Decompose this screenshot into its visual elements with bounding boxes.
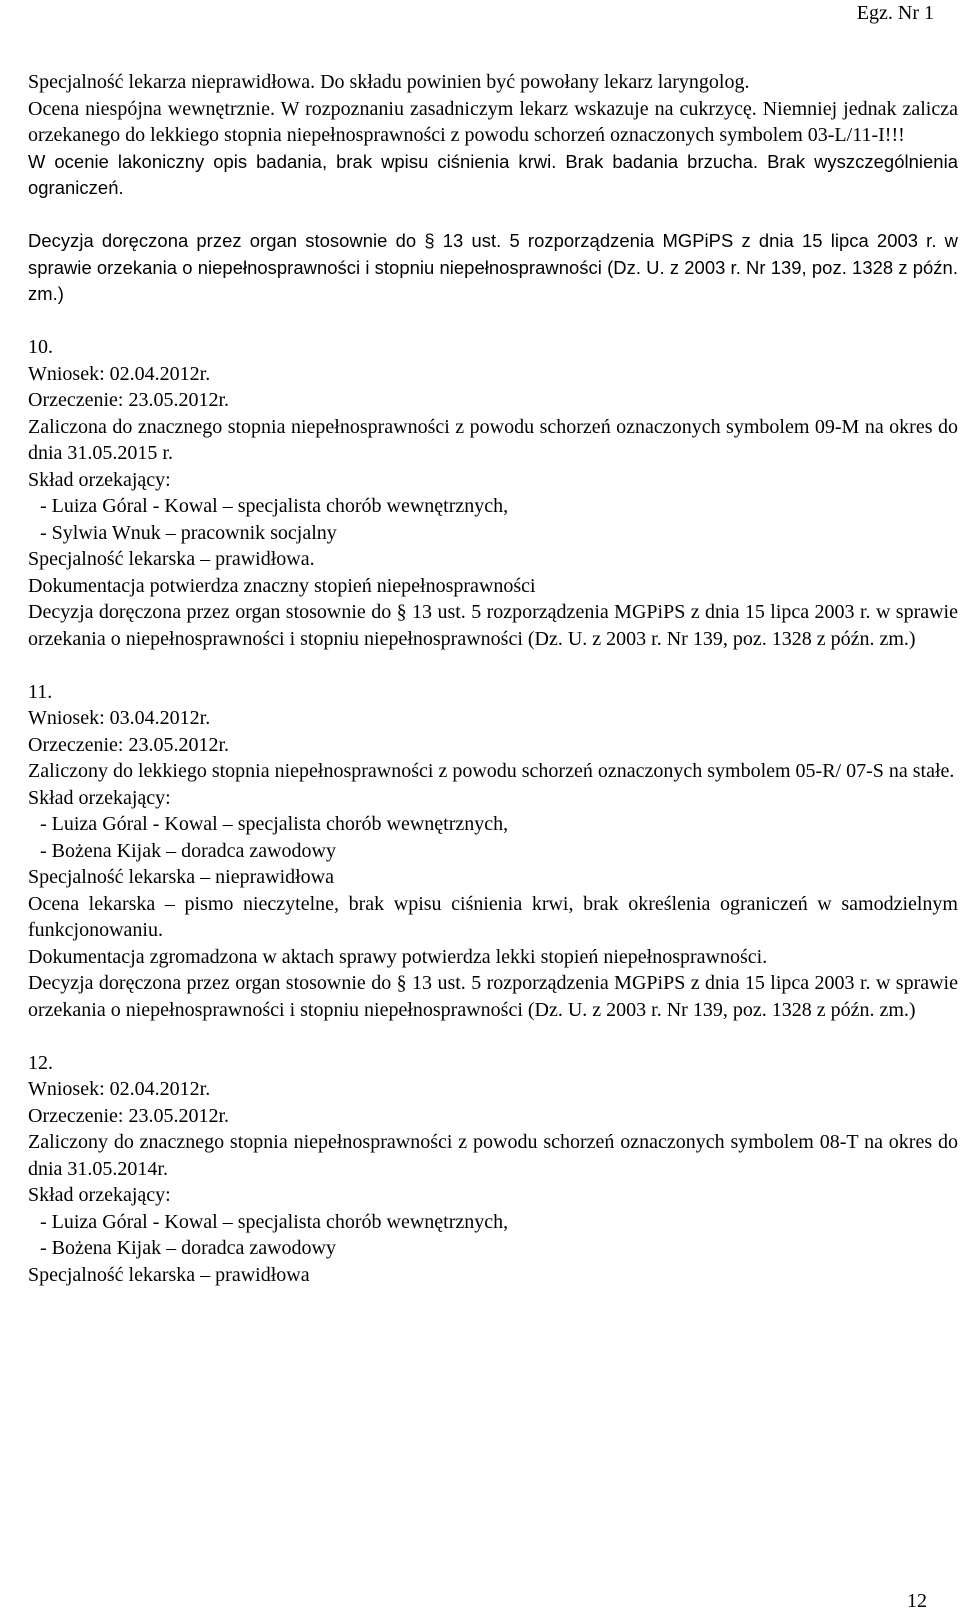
- case-panel-label: Skład orzekający:: [28, 468, 171, 491]
- spacer: [28, 202, 958, 229]
- case-ruling-date: Orzeczenie: 23.05.2012r.: [28, 389, 230, 411]
- case-panel-label: Skład orzekający:: [28, 786, 171, 809]
- case-number: 12.: [28, 1051, 53, 1074]
- spacer: [28, 308, 958, 335]
- case-note: Specjalność lekarska – nieprawidłowa: [28, 866, 335, 888]
- case-classification: Zaliczony do znacznego stopnia niepełnosprawności z powodu schorzeń oznaczonych symbolem 08-T na okres do dnia 31.05.2014r.: [28, 1131, 958, 1180]
- case-note: Ocena lekarska – pismo nieczytelne, brak wpisu ciśnienia krwi, brak określenia ograniczeń w samodzielnym funkcjonowaniu.: [28, 892, 958, 941]
- case-classification: Zaliczony do lekkiego stopnia niepełnosprawności z powodu schorzeń oznaczonych symbolem 05-R/ 07-S na stałe.: [28, 760, 955, 782]
- case-note: Dokumentacja potwierdza znaczny stopień niepełnosprawności: [28, 574, 536, 597]
- case-ruling-date: Orzeczenie: 23.05.2012r.: [28, 1104, 230, 1127]
- panel-member: - Sylwia Wnuk – pracownik socjalny: [40, 521, 337, 544]
- case-number: 11.: [28, 680, 53, 703]
- case-note: Dokumentacja zgromadzona w aktach sprawy potwierdza lekki stopień niepełnosprawności.: [28, 945, 768, 968]
- panel-member: - Luiza Góral - Kowal – specjalista chorób wewnętrznych,: [40, 495, 509, 517]
- case-application-date: Wniosek: 02.04.2012r.: [28, 362, 211, 385]
- panel-member: - Luiza Góral - Kowal – specjalista chorób wewnętrznych,: [40, 1210, 509, 1233]
- case-11: [28, 679, 958, 1024]
- intro-line-1: Specjalność lekarza nieprawidłowa. Do składu powinien być powołany lekarz laryngolog.: [28, 71, 750, 93]
- panel-member: - Bożena Kijak – doradca zawodowy: [40, 1237, 336, 1259]
- intro-assessment: W ocenie lakoniczny opis badania, brak wpisu ciśnienia krwi. Brak badania brzucha. Brak wyszczególnienia ograniczeń.: [28, 150, 958, 198]
- case-note: Specjalność lekarska – prawidłowa.: [28, 548, 315, 570]
- case-panel-label: Skład orzekający:: [28, 1184, 171, 1206]
- spacer: [28, 1023, 958, 1050]
- panel-member: - Luiza Góral - Kowal – specjalista chorób wewnętrznych,: [40, 813, 509, 835]
- case-decision: Decyzja doręczona przez organ stosownie do § 13 ust. 5 rozporządzenia MGPiPS z dnia 15 lipca 2003 r. w sprawie orzekania o niepełnosprawności i stopniu niepełnosprawności (Dz. U. z 2003 r. Nr 139, poz. 1328 z późn. zm.): [28, 601, 958, 650]
- intro-decision: Decyzja doręczona przez organ stosownie do § 13 ust. 5 rozporządzenia MGPiPS z dnia 15 lipca 2003 r. w sprawie orzekania o niepełnosprawności i stopniu niepełnosprawności (Dz. U. z 2003 r. Nr 139, poz. 1328 z późn. zm.): [28, 230, 958, 304]
- case-application-date: Wniosek: 02.04.2012r.: [28, 1078, 211, 1100]
- panel-member: - Bożena Kijak – doradca zawodowy: [40, 839, 336, 862]
- page-number: 12: [907, 1590, 927, 1612]
- case-ruling-date: Orzeczenie: 23.05.2012r.: [28, 733, 230, 756]
- spacer: [28, 652, 958, 679]
- case-10: [28, 334, 958, 652]
- case-12: [28, 1050, 958, 1289]
- document-body: [28, 69, 958, 1288]
- copy-number-label: Egz. Nr 1: [856, 2, 934, 24]
- case-note: Specjalność lekarska – prawidłowa: [28, 1263, 310, 1286]
- intro-line-2: Ocena niespójna wewnętrznie. W rozpoznaniu zasadniczym lekarz wskazuje na cukrzycę. Niemniej jednak zalicza orzekanego do lekkiego stopnia niepełnosprawności z powodu schorzeń oznaczonych symbolem 03-L/11-I!!!: [28, 97, 958, 146]
- case-decision: Decyzja doręczona przez organ stosownie do § 13 ust. 5 rozporządzenia MGPiPS z dnia 15 lipca 2003 r. w sprawie orzekania o niepełnosprawności i stopniu niepełnosprawności (Dz. U. z 2003 r. Nr 139, poz. 1328 z późn. zm.): [28, 972, 958, 1021]
- case-classification: Zaliczona do znacznego stopnia niepełnosprawności z powodu schorzeń oznaczonych symbolem 09-M na okres do dnia 31.05.2015 r.: [28, 415, 958, 464]
- case-application-date: Wniosek: 03.04.2012r.: [28, 707, 211, 729]
- case-number: 10.: [28, 336, 53, 358]
